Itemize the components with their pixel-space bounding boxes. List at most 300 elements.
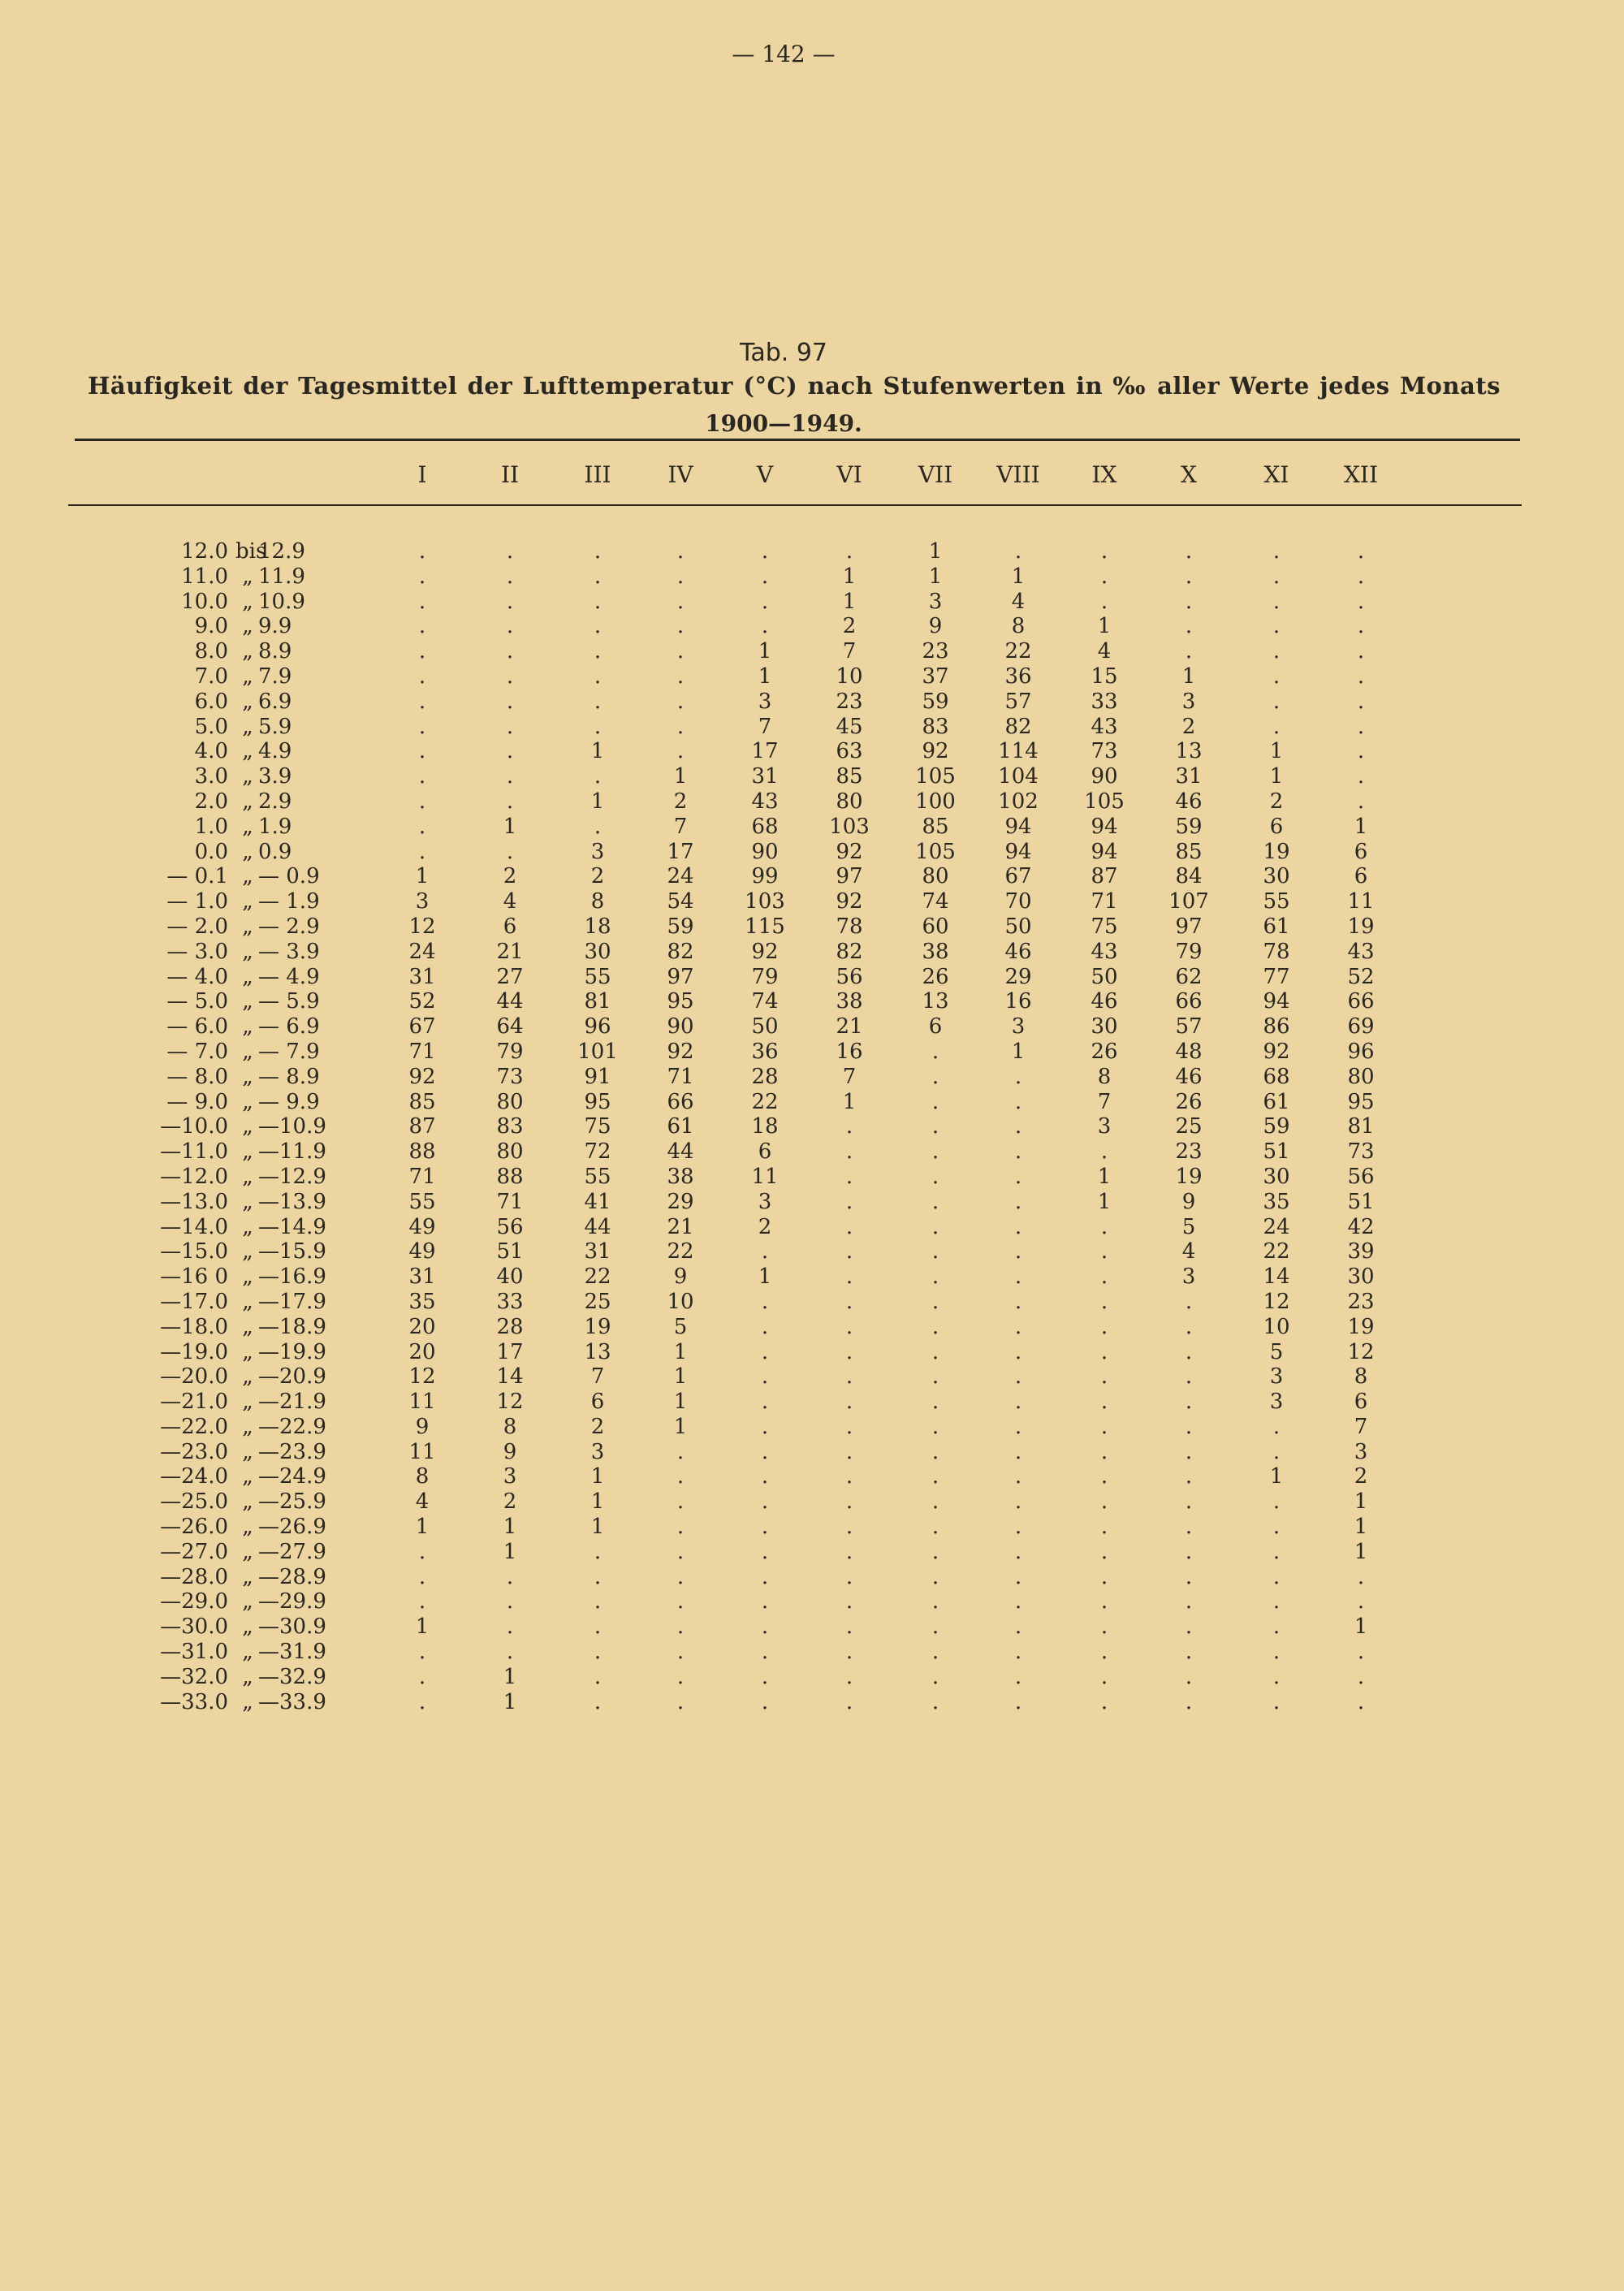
table-cell: .: [761, 1689, 769, 1714]
table-cell: 3: [1269, 1364, 1284, 1390]
table-cell: 6: [503, 914, 517, 939]
table-cell: .: [1014, 1489, 1022, 1515]
table-row: [0, 1290, 1624, 1315]
table-cell: 12: [408, 1364, 436, 1390]
table-cell: 105: [915, 839, 956, 864]
table-cell: 1: [1011, 564, 1026, 589]
table-cell: 92: [836, 889, 863, 914]
range-separator: „: [242, 939, 253, 964]
table-cell: .: [1100, 1239, 1108, 1264]
range-from: 10.0: [181, 589, 228, 614]
table-cell: 96: [1347, 1039, 1375, 1064]
table-cell: 54: [667, 889, 694, 914]
table-row: [0, 715, 1624, 740]
table-cell: 80: [922, 864, 949, 889]
range-from: —22.0: [160, 1414, 228, 1439]
table-cell: 3: [1269, 1390, 1284, 1415]
table-cell: .: [931, 1564, 939, 1589]
range-separator: „: [242, 1615, 253, 1640]
table-cell: 35: [408, 1289, 436, 1314]
range-to: 4.9: [258, 739, 292, 764]
table-cell: 1: [758, 664, 772, 689]
table-cell: 80: [496, 1139, 524, 1165]
table-cell: 1: [1354, 1615, 1368, 1640]
table-cell: .: [1185, 1515, 1193, 1540]
table-cell: 3: [1097, 1114, 1112, 1139]
table-cell: 71: [667, 1064, 694, 1089]
table-cell: .: [761, 1515, 769, 1540]
table-cell: .: [594, 689, 602, 714]
table-cell: 7: [1097, 1089, 1112, 1114]
table-row: [0, 1139, 1624, 1165]
table-cell: .: [1100, 1139, 1108, 1165]
table-row: [0, 1440, 1624, 1465]
table-cell: 2: [673, 789, 688, 814]
table-cell: .: [931, 1264, 939, 1290]
table-cell: 3: [1181, 689, 1196, 714]
table-cell: .: [1014, 1239, 1022, 1264]
range-separator: „: [242, 664, 253, 689]
table-cell: 6: [928, 1014, 943, 1040]
table-row: [0, 940, 1624, 965]
table-cell: 14: [1263, 1264, 1290, 1290]
range-separator: „: [242, 1239, 253, 1264]
table-cell: .: [506, 764, 514, 789]
top-rule: [75, 439, 1520, 441]
table-cell: 31: [584, 1239, 611, 1264]
table-cell: 55: [408, 1189, 436, 1214]
range-from: —12.0: [160, 1164, 228, 1189]
table-cell: .: [594, 764, 602, 789]
table-cell: 74: [922, 889, 949, 914]
table-cell: 44: [496, 989, 524, 1014]
table-cell: .: [1014, 1164, 1022, 1189]
table-cell: 88: [496, 1164, 524, 1189]
table-cell: 51: [1263, 1139, 1290, 1165]
table-cell: .: [761, 1640, 769, 1665]
column-header-v: V: [756, 461, 774, 488]
table-cell: .: [506, 1589, 514, 1615]
table-cell: 94: [1091, 814, 1118, 839]
table-row: [0, 914, 1624, 940]
table-cell: 24: [408, 939, 436, 964]
range-to: —17.9: [258, 1289, 326, 1314]
table-cell: 43: [1091, 939, 1118, 964]
table-cell: 37: [922, 664, 949, 689]
table-cell: .: [676, 639, 685, 664]
table-cell: 105: [915, 764, 956, 789]
table-cell: 9: [673, 1264, 688, 1290]
table-cell: .: [845, 1439, 853, 1464]
table-cell: 1: [590, 1489, 605, 1515]
range-to: —27.9: [258, 1539, 326, 1564]
table-cell: 1: [415, 1515, 430, 1540]
table-cell: 1: [758, 639, 772, 664]
table-cell: .: [506, 589, 514, 614]
table-cell: 92: [751, 939, 779, 964]
table-cell: .: [1014, 1339, 1022, 1364]
table-cell: .: [418, 1564, 426, 1589]
table-cell: 9: [503, 1439, 517, 1464]
table-cell: .: [845, 1489, 853, 1515]
table-cell: .: [1185, 1589, 1193, 1615]
range-separator: „: [242, 1664, 253, 1689]
range-to: —29.9: [258, 1589, 326, 1615]
range-to: — 8.9: [258, 1064, 320, 1089]
table-cell: .: [1014, 1664, 1022, 1689]
table-cell: .: [594, 814, 602, 839]
table-cell: 5: [1269, 1339, 1284, 1364]
range-from: —24.0: [160, 1464, 228, 1489]
table-cell: 48: [1175, 1039, 1203, 1064]
table-cell: .: [1014, 1515, 1022, 1540]
table-cell: .: [761, 1615, 769, 1640]
table-cell: 3: [928, 589, 943, 614]
range-from: 3.0: [194, 764, 228, 789]
range-to: —11.9: [258, 1139, 326, 1165]
table-cell: .: [1185, 1640, 1193, 1665]
range-from: 6.0: [194, 689, 228, 714]
table-cell: 5: [1181, 1214, 1196, 1239]
range-separator: „: [242, 1114, 253, 1139]
table-cell: .: [1014, 1615, 1022, 1640]
table-cell: .: [1014, 1189, 1022, 1214]
table-row: [0, 664, 1624, 689]
table-cell: 1: [1354, 1489, 1368, 1515]
table-cell: .: [594, 1615, 602, 1640]
table-cell: .: [845, 1214, 853, 1239]
table-cell: .: [931, 1589, 939, 1615]
table-cell: 1: [673, 1339, 688, 1364]
table-cell: 71: [408, 1039, 436, 1064]
table-cell: 78: [1263, 939, 1290, 964]
table-cell: .: [761, 1439, 769, 1464]
table-cell: .: [594, 1589, 602, 1615]
range-separator: „: [242, 1489, 253, 1515]
table-cell: .: [594, 639, 602, 664]
table-cell: 75: [584, 1114, 611, 1139]
table-cell: 1: [1269, 739, 1284, 764]
table-cell: .: [1014, 1064, 1022, 1089]
range-separator: „: [242, 1039, 253, 1064]
table-cell: .: [1272, 689, 1281, 714]
table-cell: .: [594, 614, 602, 639]
table-cell: 33: [496, 1289, 524, 1314]
table-cell: .: [506, 1564, 514, 1589]
table-cell: 97: [836, 864, 863, 889]
table-cell: .: [761, 1489, 769, 1515]
range-from: —21.0: [160, 1390, 228, 1415]
range-from: —25.0: [160, 1489, 228, 1515]
range-from: 12.0: [181, 539, 228, 564]
table-cell: 16: [1004, 989, 1032, 1014]
range-separator: „: [242, 1339, 253, 1364]
range-separator: „: [242, 1139, 253, 1165]
range-to: — 7.9: [258, 1039, 320, 1064]
range-separator: „: [242, 864, 253, 889]
table-cell: 25: [584, 1289, 611, 1314]
table-cell: .: [1357, 764, 1365, 789]
range-from: —20.0: [160, 1364, 228, 1390]
table-cell: 1: [1097, 614, 1112, 639]
table-cell: .: [761, 1289, 769, 1314]
table-cell: .: [1272, 1414, 1281, 1439]
table-cell: 9: [928, 614, 943, 639]
range-separator: „: [242, 1089, 253, 1114]
table-cell: 36: [1004, 664, 1032, 689]
range-from: — 3.0: [166, 939, 228, 964]
table-cell: .: [594, 664, 602, 689]
table-cell: .: [1014, 1464, 1022, 1489]
table-cell: .: [845, 1464, 853, 1489]
table-cell: .: [1100, 539, 1108, 564]
table-cell: 1: [590, 739, 605, 764]
range-separator: „: [242, 1390, 253, 1415]
table-cell: .: [1100, 1515, 1108, 1540]
table-cell: 79: [751, 964, 779, 989]
table-cell: .: [845, 1564, 853, 1589]
range-to: —20.9: [258, 1364, 326, 1390]
table-cell: .: [1185, 1489, 1193, 1515]
range-from: — 1.0: [166, 889, 228, 914]
table-cell: 22: [1004, 639, 1032, 664]
table-cell: .: [1272, 1515, 1281, 1540]
range-to: —24.9: [258, 1464, 326, 1489]
table-cell: 85: [922, 814, 949, 839]
table-cell: .: [506, 639, 514, 664]
table-cell: .: [931, 1114, 939, 1139]
table-cell: 95: [584, 1089, 611, 1114]
table-cell: .: [845, 1689, 853, 1714]
range-from: — 2.0: [166, 914, 228, 939]
table-cell: 69: [1347, 1014, 1375, 1040]
table-cell: .: [845, 1139, 853, 1165]
table-cell: 68: [1263, 1064, 1290, 1089]
table-cell: .: [1185, 564, 1193, 589]
table-cell: 71: [496, 1189, 524, 1214]
table-cell: .: [1357, 789, 1365, 814]
table-row: [0, 864, 1624, 889]
table-cell: .: [418, 689, 426, 714]
header-rule: [68, 504, 1522, 506]
table-cell: .: [506, 714, 514, 739]
table-cell: .: [761, 564, 769, 589]
table-cell: 1: [673, 1364, 688, 1390]
table-cell: .: [1014, 1689, 1022, 1714]
table-cell: 38: [922, 939, 949, 964]
table-cell: 90: [751, 839, 779, 864]
range-to: — 6.9: [258, 1014, 320, 1040]
table-cell: 18: [751, 1114, 779, 1139]
table-cell: 50: [751, 1014, 779, 1040]
table-cell: .: [1185, 1414, 1193, 1439]
table-cell: 12: [1263, 1289, 1290, 1314]
table-cell: .: [676, 1489, 685, 1515]
table-cell: 51: [496, 1239, 524, 1264]
table-cell: 81: [1347, 1114, 1375, 1139]
table-cell: .: [1272, 714, 1281, 739]
table-cell: .: [1272, 1564, 1281, 1589]
table-cell: 22: [667, 1239, 694, 1264]
table-cell: 95: [667, 989, 694, 1014]
table-cell: .: [418, 1689, 426, 1714]
table-cell: .: [1272, 1539, 1281, 1564]
table-cell: 6: [1269, 814, 1284, 839]
table-cell: 73: [496, 1064, 524, 1089]
range-from: —31.0: [160, 1640, 228, 1665]
table-cell: 103: [745, 889, 785, 914]
range-from: —27.0: [160, 1539, 228, 1564]
column-header-ii: II: [500, 461, 520, 488]
table-row: [0, 1364, 1624, 1390]
range-from: 4.0: [194, 739, 228, 764]
table-row: [0, 739, 1624, 764]
table-cell: 99: [751, 864, 779, 889]
frequency-table-body: [0, 539, 1624, 1714]
table-row: [0, 1040, 1624, 1065]
table-cell: .: [931, 1064, 939, 1089]
range-from: —26.0: [160, 1515, 228, 1540]
table-cell: 15: [1091, 664, 1118, 689]
table-cell: 59: [1263, 1114, 1290, 1139]
table-cell: 21: [496, 939, 524, 964]
table-cell: .: [1357, 1689, 1365, 1714]
table-cell: .: [506, 789, 514, 814]
table-cell: 12: [1347, 1339, 1375, 1364]
range-to: 12.9: [258, 539, 305, 564]
range-from: —23.0: [160, 1439, 228, 1464]
table-cell: 79: [1175, 939, 1203, 964]
range-from: 2.0: [194, 789, 228, 814]
table-cell: 87: [408, 1114, 436, 1139]
table-row: [0, 1565, 1624, 1590]
table-cell: .: [1100, 1390, 1108, 1415]
table-cell: 74: [751, 989, 779, 1014]
table-cell: 62: [1175, 964, 1203, 989]
range-from: —15.0: [160, 1239, 228, 1264]
table-cell: 97: [1175, 914, 1203, 939]
table-cell: .: [594, 1664, 602, 1689]
table-cell: 19: [1347, 914, 1375, 939]
table-cell: 83: [496, 1114, 524, 1139]
table-cell: 8: [1011, 614, 1026, 639]
table-cell: .: [931, 1164, 939, 1189]
table-cell: .: [845, 1239, 853, 1264]
table-cell: .: [418, 814, 426, 839]
table-cell: 8: [415, 1464, 430, 1489]
table-cell: 10: [667, 1289, 694, 1314]
table-cell: .: [1100, 1264, 1108, 1290]
table-cell: .: [845, 1289, 853, 1314]
table-cell: 1: [1354, 1539, 1368, 1564]
table-cell: 66: [1175, 989, 1203, 1014]
table-cell: .: [931, 1390, 939, 1415]
table-row: [0, 1589, 1624, 1615]
table-cell: 2: [842, 614, 857, 639]
range-to: — 3.9: [258, 939, 320, 964]
range-separator: „: [242, 1164, 253, 1189]
table-cell: .: [1272, 539, 1281, 564]
range-separator: „: [242, 764, 253, 789]
table-cell: 97: [667, 964, 694, 989]
table-cell: 60: [922, 914, 949, 939]
table-cell: .: [845, 1664, 853, 1689]
table-cell: 66: [1347, 989, 1375, 1014]
table-cell: 17: [751, 739, 779, 764]
table-cell: .: [1014, 1640, 1022, 1665]
table-cell: .: [676, 539, 685, 564]
table-cell: 115: [745, 914, 785, 939]
range-separator: „: [242, 1014, 253, 1040]
range-from: —13.0: [160, 1189, 228, 1214]
range-from: 0.0: [194, 839, 228, 864]
table-cell: 31: [751, 764, 779, 789]
table-row: [0, 614, 1624, 639]
range-separator: „: [242, 1264, 253, 1290]
table-cell: .: [1014, 1539, 1022, 1564]
table-cell: 19: [1347, 1314, 1375, 1339]
table-cell: .: [594, 1539, 602, 1564]
range-to: —30.9: [258, 1615, 326, 1640]
table-cell: 77: [1263, 964, 1290, 989]
table-cell: 11: [751, 1164, 779, 1189]
range-separator: „: [242, 1640, 253, 1665]
table-cell: .: [1100, 1414, 1108, 1439]
table-cell: .: [1185, 1564, 1193, 1589]
table-cell: .: [1272, 1640, 1281, 1665]
range-separator: „: [242, 739, 253, 764]
table-cell: 1: [590, 1464, 605, 1489]
table-cell: 30: [584, 939, 611, 964]
table-cell: 92: [408, 1064, 436, 1089]
table-cell: 27: [496, 964, 524, 989]
table-cell: .: [931, 1640, 939, 1665]
table-cell: 46: [1004, 939, 1032, 964]
table-cell: .: [845, 539, 853, 564]
table-cell: 23: [836, 689, 863, 714]
table-cell: .: [676, 1539, 685, 1564]
table-row: [0, 1540, 1624, 1565]
table-cell: 24: [667, 864, 694, 889]
table-cell: 72: [584, 1139, 611, 1165]
table-cell: 101: [577, 1039, 618, 1064]
table-cell: .: [1014, 1089, 1022, 1114]
table-cell: 33: [1091, 689, 1118, 714]
table-cell: .: [676, 614, 685, 639]
range-from: —14.0: [160, 1214, 228, 1239]
table-cell: .: [1100, 564, 1108, 589]
range-separator: „: [242, 1464, 253, 1489]
range-from: —28.0: [160, 1564, 228, 1589]
table-cell: .: [845, 1339, 853, 1364]
table-cell: 73: [1091, 739, 1118, 764]
range-to: —23.9: [258, 1439, 326, 1464]
column-header-vi: VI: [836, 461, 862, 488]
table-cell: 4: [1181, 1239, 1196, 1264]
range-from: —16 0: [160, 1264, 228, 1290]
table-cell: 3: [1181, 1264, 1196, 1290]
table-cell: .: [761, 1414, 769, 1439]
table-cell: 80: [496, 1089, 524, 1114]
table-cell: 78: [836, 914, 863, 939]
range-separator: „: [242, 789, 253, 814]
table-cell: 7: [842, 639, 857, 664]
range-separator: „: [242, 1439, 253, 1464]
table-cell: .: [761, 1539, 769, 1564]
range-separator: „: [242, 1564, 253, 1589]
table-cell: .: [1014, 1390, 1022, 1415]
table-cell: .: [1185, 1615, 1193, 1640]
